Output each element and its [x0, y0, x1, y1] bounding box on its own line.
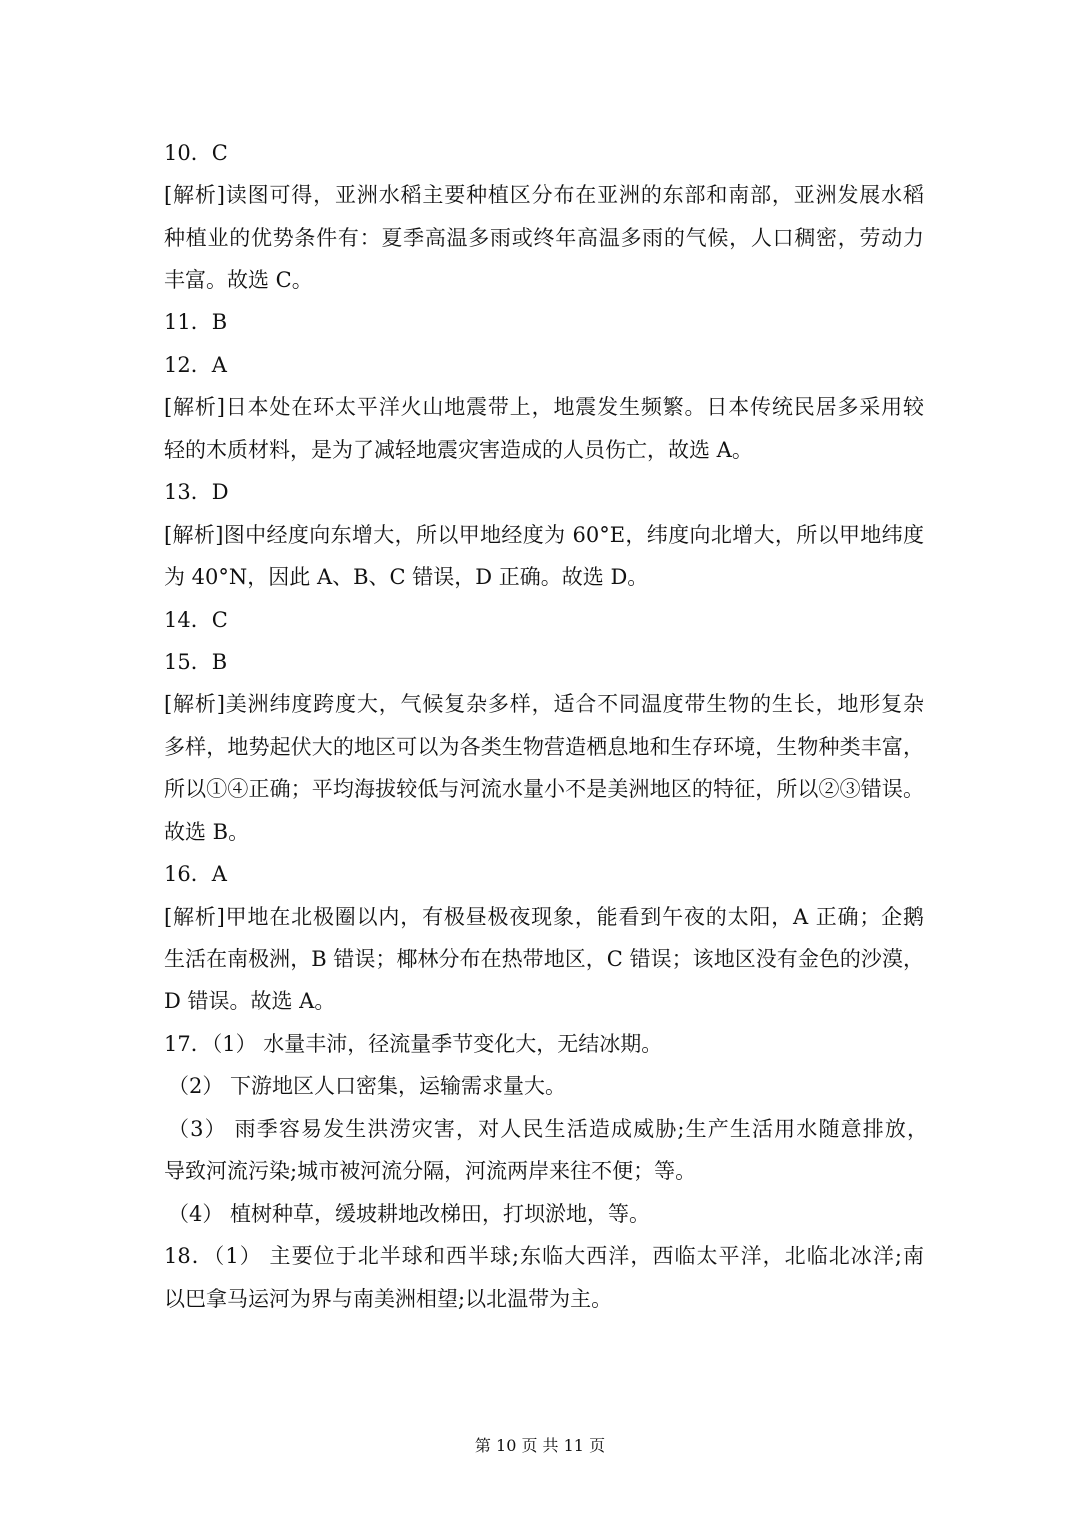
answer-10: 10．C	[164, 141, 228, 165]
answer-16: 16．A	[164, 862, 227, 886]
analysis-10-line-1: [解析]读图可得，亚洲水稻主要种植区分布在亚洲的东部和南部，亚洲发展水稻	[164, 183, 924, 207]
answer-15: 15．B	[164, 650, 228, 674]
analysis-15-line-1: [解析]美洲纬度跨度大，气候复杂多样，适合不同温度带生物的生长，地形复杂	[164, 692, 924, 716]
analysis-15-line-3: 所以①④正确；平均海拔较低与河流水量小不是美洲地区的特征，所以②③错误。	[164, 777, 924, 801]
analysis-16-line-2: 生活在南极洲，B 错误；椰林分布在热带地区，C 错误；该地区没有金色的沙漠，	[164, 947, 924, 971]
analysis-12-line-1: [解析]日本处在环太平洋火山地震带上，地震发生频繁。日本传统民居多采用较	[164, 395, 924, 419]
answer-17-part-2: （2） 下游地区人口密集，运输需求量大。	[168, 1074, 567, 1098]
answer-17-part-1: 17．（1） 水量丰沛，径流量季节变化大，无结冰期。	[164, 1032, 663, 1056]
answer-17-part-3-line-1: （3） 雨季容易发生洪涝灾害，对人民生活造成威胁;生产生活用水随意排放，	[168, 1117, 928, 1141]
analysis-15-line-4: 故选 B。	[164, 820, 250, 844]
analysis-15-line-2: 多样，地势起伏大的地区可以为各类生物营造栖息地和生存环境，生物种类丰富，	[164, 735, 924, 759]
answer-17-part-3-line-2: 导致河流污染;城市被河流分隔，河流两岸来往不便；等。	[164, 1159, 697, 1183]
analysis-13-line-2: 为 40°N，因此 A、B、C 错误，D 正确。故选 D。	[164, 565, 649, 589]
answer-12: 12．A	[164, 353, 227, 377]
analysis-12-line-2: 轻的木质材料，是为了减轻地震灾害造成的人员伤亡，故选 A。	[164, 438, 753, 462]
analysis-16-line-3: D 错误。故选 A。	[164, 989, 336, 1013]
answer-18-part-1-line-2: 以巴拿马运河为界与南美洲相望;以北温带为主。	[164, 1287, 613, 1311]
answer-11: 11．B	[164, 310, 228, 334]
answer-17-part-4: （4） 植树种草，缓坡耕地改梯田，打坝淤地，等。	[168, 1202, 651, 1226]
answer-14: 14．C	[164, 608, 228, 632]
answer-18-part-1-line-1: 18．（1） 主要位于北半球和西半球;东临大西洋，西临太平洋，北临北冰洋;南	[164, 1244, 924, 1268]
answer-13: 13．D	[164, 480, 229, 504]
analysis-10-line-3: 丰富。故选 C。	[164, 268, 313, 292]
page-footer: 第 10 页 共 11 页	[474, 1436, 606, 1455]
analysis-13-line-1: [解析]图中经度向东增大，所以甲地经度为 60°E，纬度向北增大，所以甲地纬度	[164, 523, 924, 547]
analysis-10-line-2: 种植业的优势条件有：夏季高温多雨或终年高温多雨的气候，人口稠密，劳动力	[164, 226, 924, 250]
analysis-16-line-1: [解析]甲地在北极圈以内，有极昼极夜现象，能看到午夜的太阳，A 正确；企鹅	[164, 905, 924, 929]
